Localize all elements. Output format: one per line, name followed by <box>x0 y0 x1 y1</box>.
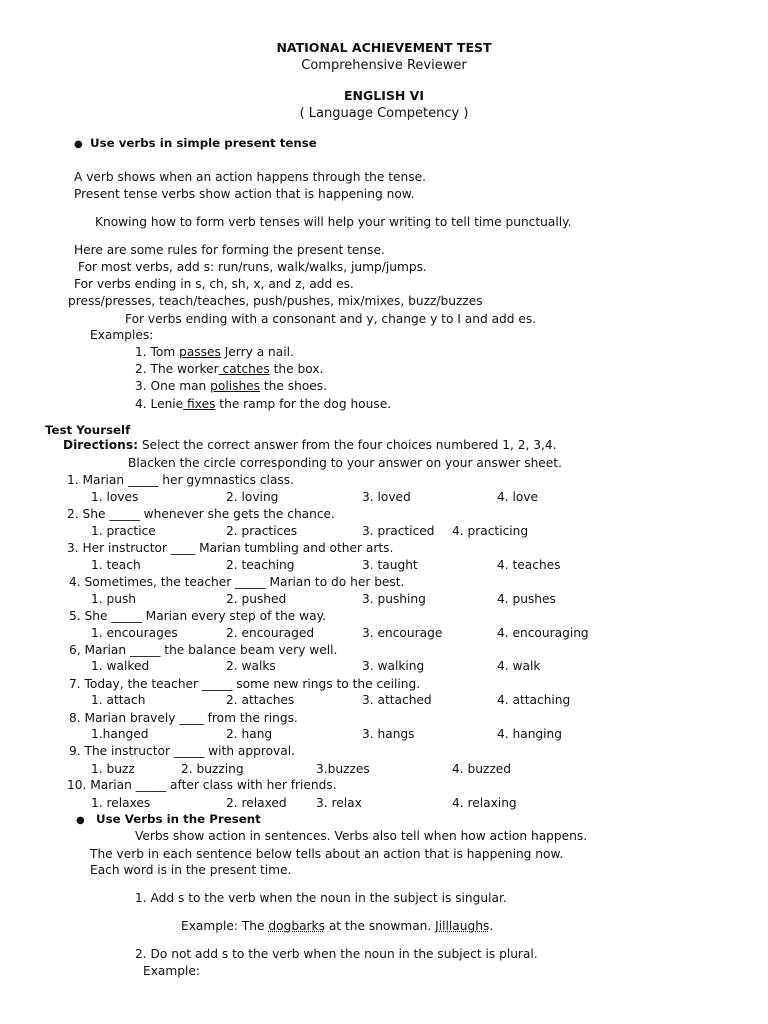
example-verb: passes <box>179 345 221 359</box>
paragraph: The verb in each sentence below tells about an action that is happening now. <box>90 847 564 861</box>
examples-label: Example: <box>143 964 200 978</box>
document-title: NATIONAL ACHIEVEMENT TEST <box>276 40 492 55</box>
choice: 4. practicing <box>452 524 529 538</box>
choice: 4. love <box>497 490 539 504</box>
choice: 4. walk <box>497 659 541 673</box>
choice: 4. encouraging <box>497 626 589 640</box>
example-sentence: 2. The worker catches the box. <box>135 362 324 376</box>
section2-heading: Use Verbs in the Present <box>96 812 261 826</box>
example-sentence: Example: The dogbarks at the snowman. Jilllaughs. <box>181 919 494 933</box>
choice: 4. pushes <box>497 592 556 606</box>
choice: 2. attaches <box>226 693 295 707</box>
choice: 1. teach <box>91 558 141 572</box>
choice: 1.hanged <box>91 727 149 741</box>
example-sentence: 4. Lenie fixes the ramp for the dog house. <box>135 397 392 411</box>
competency-heading: ( Language Competency ) <box>299 106 469 121</box>
bullet-icon: ● <box>76 815 85 826</box>
choice: 2. buzzing <box>181 762 244 776</box>
choice: 3. encourage <box>362 626 443 640</box>
directions: Directions: Select the correct answer from the four choices numbered 1, 2, 3,4. <box>63 438 557 452</box>
example-verb: catches <box>218 362 270 376</box>
choice: 3. loved <box>362 490 411 504</box>
choice: 1. relaxes <box>91 796 151 810</box>
question: 9. The instructor _____ with approval. <box>69 744 295 758</box>
choice: 3. taught <box>362 558 418 572</box>
question: 3. Her instructor ____ Marian tumbling and other arts. <box>67 541 394 555</box>
choice: 1. attach <box>91 693 146 707</box>
choice: 1. buzz <box>91 762 135 776</box>
choice: 4. relaxing <box>452 796 517 810</box>
choice: 3. practiced <box>362 524 435 538</box>
choice: 1. practice <box>91 524 156 538</box>
rule-line: 1. Add s to the verb when the noun in the subject is singular. <box>135 891 507 905</box>
rule-line: For verbs ending with a consonant and y, change y to I and add es. <box>125 312 537 326</box>
test-heading: Test Yourself <box>45 423 131 437</box>
example-sentence: 3. One man polishes the shoes. <box>135 379 328 393</box>
choice: 3. walking <box>362 659 425 673</box>
choice: 2. loving <box>226 490 279 504</box>
rule-line: For verbs ending in s, ch, sh, x, and z, add es. <box>74 277 354 291</box>
paragraph: Knowing how to form verb tenses will help your writing to tell time punctually. <box>95 215 572 229</box>
choice: 2. hang <box>226 727 273 741</box>
question: 6, Marian _____ the balance beam very well. <box>69 643 338 657</box>
choice: 1. walked <box>91 659 150 673</box>
example-verb: dogbarks <box>268 919 325 933</box>
example-verb: Jilllaughs <box>435 919 490 933</box>
question: 4. Sometimes, the teacher _____ Marian to do her best. <box>69 575 405 589</box>
choice: 1. loves <box>91 490 139 504</box>
example-sentence: 1. Tom passes Jerry a nail. <box>135 345 294 359</box>
choice: 2. pushed <box>226 592 287 606</box>
paragraph: Each word is in the present time. <box>90 863 292 877</box>
choice: 4. teaches <box>497 558 561 572</box>
choice: 3. pushing <box>362 592 426 606</box>
choice: 2. walks <box>226 659 276 673</box>
directions-label: Directions: <box>63 438 138 452</box>
question: 1. Marian _____ her gymnastics class. <box>67 473 294 487</box>
choice: 3. hangs <box>362 727 415 741</box>
rule-line: For most verbs, add s: run/runs, walk/walks, jump/jumps. <box>78 260 427 274</box>
question: 5. She _____ Marian every step of the way. <box>69 609 326 623</box>
choice: 2. relaxed <box>226 796 287 810</box>
question: 10. Marian _____ after class with her friends. <box>67 778 337 792</box>
choice: 1. encourages <box>91 626 178 640</box>
directions-line2: Blacken the circle corresponding to your answer on your answer sheet. <box>128 456 562 470</box>
rule-line: 2. Do not add s to the verb when the noun in the subject is plural. <box>135 947 538 961</box>
paragraph: Present tense verbs show action that is happening now. <box>74 187 415 201</box>
bullet-icon: ● <box>74 139 83 150</box>
question: 2. She _____ whenever she gets the chance. <box>67 507 335 521</box>
rule-line: press/presses, teach/teaches, push/pushes, mix/mixes, buzz/buzzes <box>68 294 483 308</box>
document-subtitle: Comprehensive Reviewer <box>301 58 467 73</box>
choice: 4. attaching <box>497 693 571 707</box>
choice: 3.buzzes <box>316 762 370 776</box>
paragraph: A verb shows when an action happens through the tense. <box>74 170 426 184</box>
subject-heading: ENGLISH VI <box>343 88 425 103</box>
choice: 4. hanging <box>497 727 563 741</box>
choice: 3. relax <box>316 796 362 810</box>
choice: 4. buzzed <box>452 762 511 776</box>
choice: 3. attached <box>362 693 432 707</box>
section1-heading: Use verbs in simple present tense <box>90 136 317 150</box>
example-verb: polishes <box>210 379 261 393</box>
choice: 1. push <box>91 592 137 606</box>
choice: 2. teaching <box>226 558 295 572</box>
question: 7. Today, the teacher _____ some new rings to the ceiling. <box>69 677 421 691</box>
paragraph: Verbs show action in sentences. Verbs also tell when how action happens. <box>135 829 588 843</box>
examples-label: Examples: <box>90 328 154 342</box>
question: 8. Marian bravely ____ from the rings. <box>69 711 298 725</box>
rule-line: Here are some rules for forming the present tense. <box>74 243 385 257</box>
choice: 2. practices <box>226 524 298 538</box>
choice: 2. encouraged <box>226 626 315 640</box>
example-verb: fixes <box>183 397 216 411</box>
